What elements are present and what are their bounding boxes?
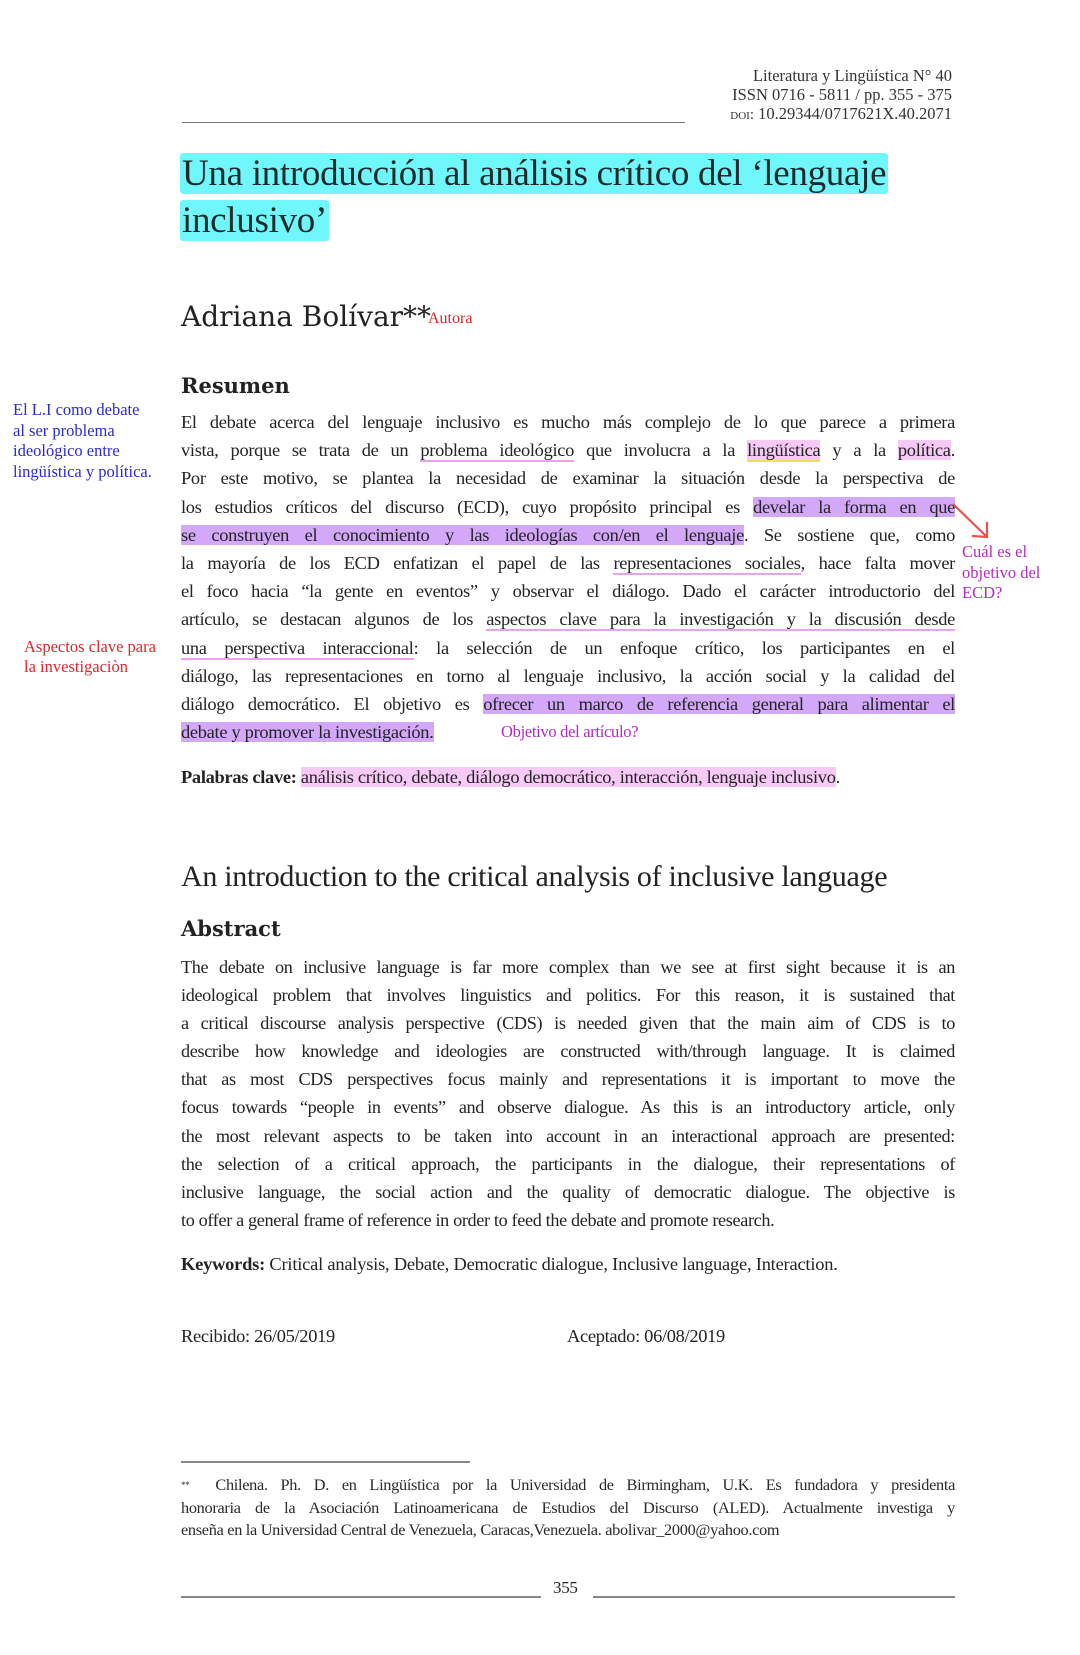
underline-representaciones: representaciones sociales (613, 553, 801, 574)
underline-aspectos-clave: aspectos clave para la investigación y la discusión desde (486, 609, 955, 630)
resumen-line (181, 605, 955, 633)
underline-perspectiva: una perspectiva interaccional (181, 637, 414, 658)
title-line-2: inclusivo’ (182, 200, 327, 241)
note-line: la investigaciòn (24, 657, 129, 676)
doi-value: 10.29344/0717621X.40.2071 (758, 104, 952, 123)
text: artículo, se destacan algunos de los (181, 609, 487, 630)
highlight-linguistica: lingüística (747, 440, 821, 461)
doi (730, 104, 952, 125)
resumen-line (181, 493, 955, 521)
palabras-clave-label: Palabras clave: (181, 767, 297, 787)
margin-note-li-debate (13, 400, 152, 482)
author-name: Adriana Bolívar** (181, 300, 432, 333)
resumen-line (181, 662, 955, 690)
note-line: objetivo del (962, 562, 1041, 582)
title-line-1: Una introducción al análisis crítico del ‘lenguaje (182, 153, 887, 194)
footer-rule-right (593, 1596, 955, 1598)
highlight-debate: debate y promover la investigación. (181, 722, 434, 743)
journal-header (730, 66, 952, 125)
note-line: ECD? (962, 583, 1003, 602)
keywords (181, 1254, 838, 1275)
text: . (835, 767, 840, 787)
palabras-clave-values: análisis crítico, debate, diálogo democrático, interacción, lenguaje inclusivo (300, 767, 836, 787)
text: los estudios críticos del discurso (ECD), cuyo propósito principal es (181, 496, 754, 517)
highlight-develar: develar la forma en que (753, 496, 955, 517)
accepted-date: Aceptado: 06/08/2019 (567, 1326, 725, 1346)
abstract-line: inclusive language, the social action and the quality of democratic dialogue. The objective is (181, 1181, 955, 1202)
resumen-line (181, 436, 955, 464)
note-line: Cuál es el (962, 542, 1028, 561)
resumen-line (181, 634, 955, 662)
note-line: El L.I como debate (13, 400, 140, 419)
text: y a la (820, 440, 898, 461)
footer-rule-left (181, 1596, 541, 1598)
text: El debate acerca del lenguaje inclusivo es mucho más complejo de lo que parece a primera (181, 412, 955, 432)
abstract-line: the selection of a critical approach, the participants in the dialogue, their representations of (181, 1153, 955, 1174)
margin-note-objetivo-ecd (962, 542, 1040, 604)
underline-problema-ideologico: problema ideológico (420, 440, 575, 461)
text: Por este motivo, se plantea la necesidad de examinar la situación desde la perspectiva de (181, 468, 955, 489)
author-footnote (181, 1474, 955, 1542)
abstract-line: the most relevant aspects to be taken into account in an interactional approach are presented: (181, 1125, 955, 1146)
resumen-paragraph (181, 408, 955, 746)
footnote-rule (181, 1461, 470, 1463)
resumen-line (181, 577, 955, 605)
journal-name: Literatura y Lingüística N° 40 (752, 66, 952, 85)
resumen-line (181, 408, 955, 436)
received-date: Recibido: 26/05/2019 (181, 1326, 335, 1346)
text: el foco hacia “la gente en eventos” y observar el diálogo. Dado el carácter introductorio del (181, 581, 955, 602)
abstract-line: describe how knowledge and ideologies are constructed with/through language. It is claimed (181, 1041, 955, 1062)
text: que involucra a la (574, 440, 748, 461)
text: , hace falta mover (800, 553, 956, 574)
author-annotation: Autora (428, 310, 473, 327)
highlight-ofrecer: ofrecer un marco de referencia general para alimentar el (483, 694, 955, 715)
footnote-line: honoraria de la Asociación Latinoamericana de Estudios del Discurso (ALED). Actualmente investiga y (181, 1497, 955, 1517)
doi-label: doi: (730, 107, 754, 123)
abstract-heading: Abstract (181, 916, 281, 941)
abstract-line: that as most CDS perspectives focus mainly and representations it is important to move the (181, 1069, 955, 1090)
footnote-mark: ** (181, 1480, 190, 1490)
margin-note-aspectos (24, 637, 156, 677)
english-title: An introduction to the critical analysis of inclusive language (181, 860, 888, 893)
abstract-paragraph (181, 953, 955, 1234)
abstract-line: a critical discourse analysis perspective (CDS) is needed given that the main aim of CDS is to (181, 1013, 955, 1034)
text: : la selección de un enfoque crítico, los participantes en el (413, 637, 955, 658)
highlight-politica: política (897, 440, 951, 461)
page-number: 355 (553, 1578, 578, 1597)
abstract-line: ideological problem that involves linguistics and politics. For this reason, it is sustained that (181, 985, 955, 1006)
note-line: ideológico entre (13, 441, 120, 460)
note-line: al ser problema (13, 420, 115, 440)
text: Chilena. Ph. D. en Lingüística por la Universidad de Birmingham, U.K. Es fundadora y presidenta (215, 1475, 955, 1494)
abstract-line: focus towards “people in events” and observe dialogue. As this is an introductory article, only (181, 1097, 955, 1118)
resumen-line (181, 549, 955, 577)
text: la mayoría de los ECD enfatizan el papel de las (181, 553, 614, 574)
text: . (950, 440, 955, 461)
footnote-line: enseña en la Universidad Central de Venezuela, Caracas,Venezuela. abolivar_2000@yahoo.com (181, 1520, 780, 1539)
annotation-arrow-icon (950, 500, 995, 545)
article-title (180, 150, 900, 244)
abstract-line: The debate on inclusive language is far more complex than we see at first sight because it is an (181, 957, 955, 977)
text: diálogo, las representaciones en torno al lenguaje inclusivo, la acción social y la calidad del (181, 665, 955, 686)
text: diálogo democrático. El objetivo es (181, 694, 484, 715)
abstract-line: to offer a general frame of reference in order to feed the debate and promote research. (181, 1209, 775, 1230)
header-rule (182, 122, 685, 123)
resumen-line (181, 464, 955, 492)
resumen-line (181, 521, 955, 549)
keywords-label: Keywords: (181, 1254, 266, 1274)
inline-note-objetivo: Objetivo del artículo? (501, 722, 639, 741)
note-line: Aspectos clave para (24, 637, 156, 656)
palabras-clave (181, 767, 840, 788)
issn-pages: ISSN 0716 - 5811 / pp. 355 - 375 (732, 85, 952, 104)
text: . Se sostiene que, como (743, 524, 955, 545)
note-line: lingüística y política. (13, 461, 152, 481)
text: vista, porque se trata de un (181, 440, 421, 461)
highlight-construyen: se construyen el conocimiento y las ideologías con/en el lenguaje (181, 524, 744, 545)
footnote-line (181, 1474, 955, 1497)
resumen-line (181, 690, 955, 718)
resumen-heading: Resumen (181, 373, 290, 398)
keywords-values: Critical analysis, Debate, Democratic dialogue, Inclusive language, Interaction. (269, 1254, 838, 1274)
